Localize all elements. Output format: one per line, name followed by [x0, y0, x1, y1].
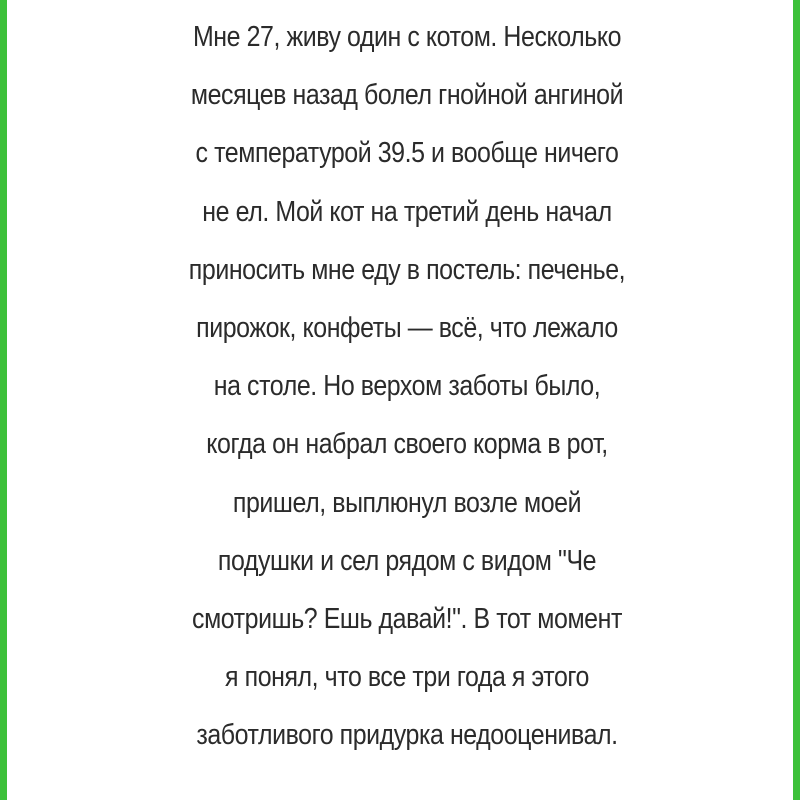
story-line: я понял, что все три года я этого — [225, 661, 589, 694]
story-line: месяцев назад болел гнойной ангиной — [190, 79, 624, 112]
story-line: заботливого придурка недооценивал. — [196, 719, 618, 752]
story-line: приносить мне еду в постель: печенье, — [188, 253, 626, 286]
story-line: когда он набрал своего корма в рот, — [206, 428, 608, 461]
story-line: смотришь? Ешь давай!". В тот момент — [192, 602, 622, 635]
story-line: пирожок, конфеты — всё, что лежало — [196, 311, 618, 344]
story-line: пришел, выплюнул возле моей — [232, 486, 582, 519]
story-line: на столе. Но верхом заботы было, — [213, 370, 601, 403]
story-text — [14, 8, 800, 764]
story-line: с температурой 39.5 и вообще ничего — [195, 137, 619, 170]
story-line: Мне 27, живу один с котом. Несколько — [192, 21, 622, 53]
story-line: не ел. Мой кот на третий день начал — [202, 195, 612, 228]
story-line: подушки и сел рядом с видом "Че — [217, 544, 597, 577]
